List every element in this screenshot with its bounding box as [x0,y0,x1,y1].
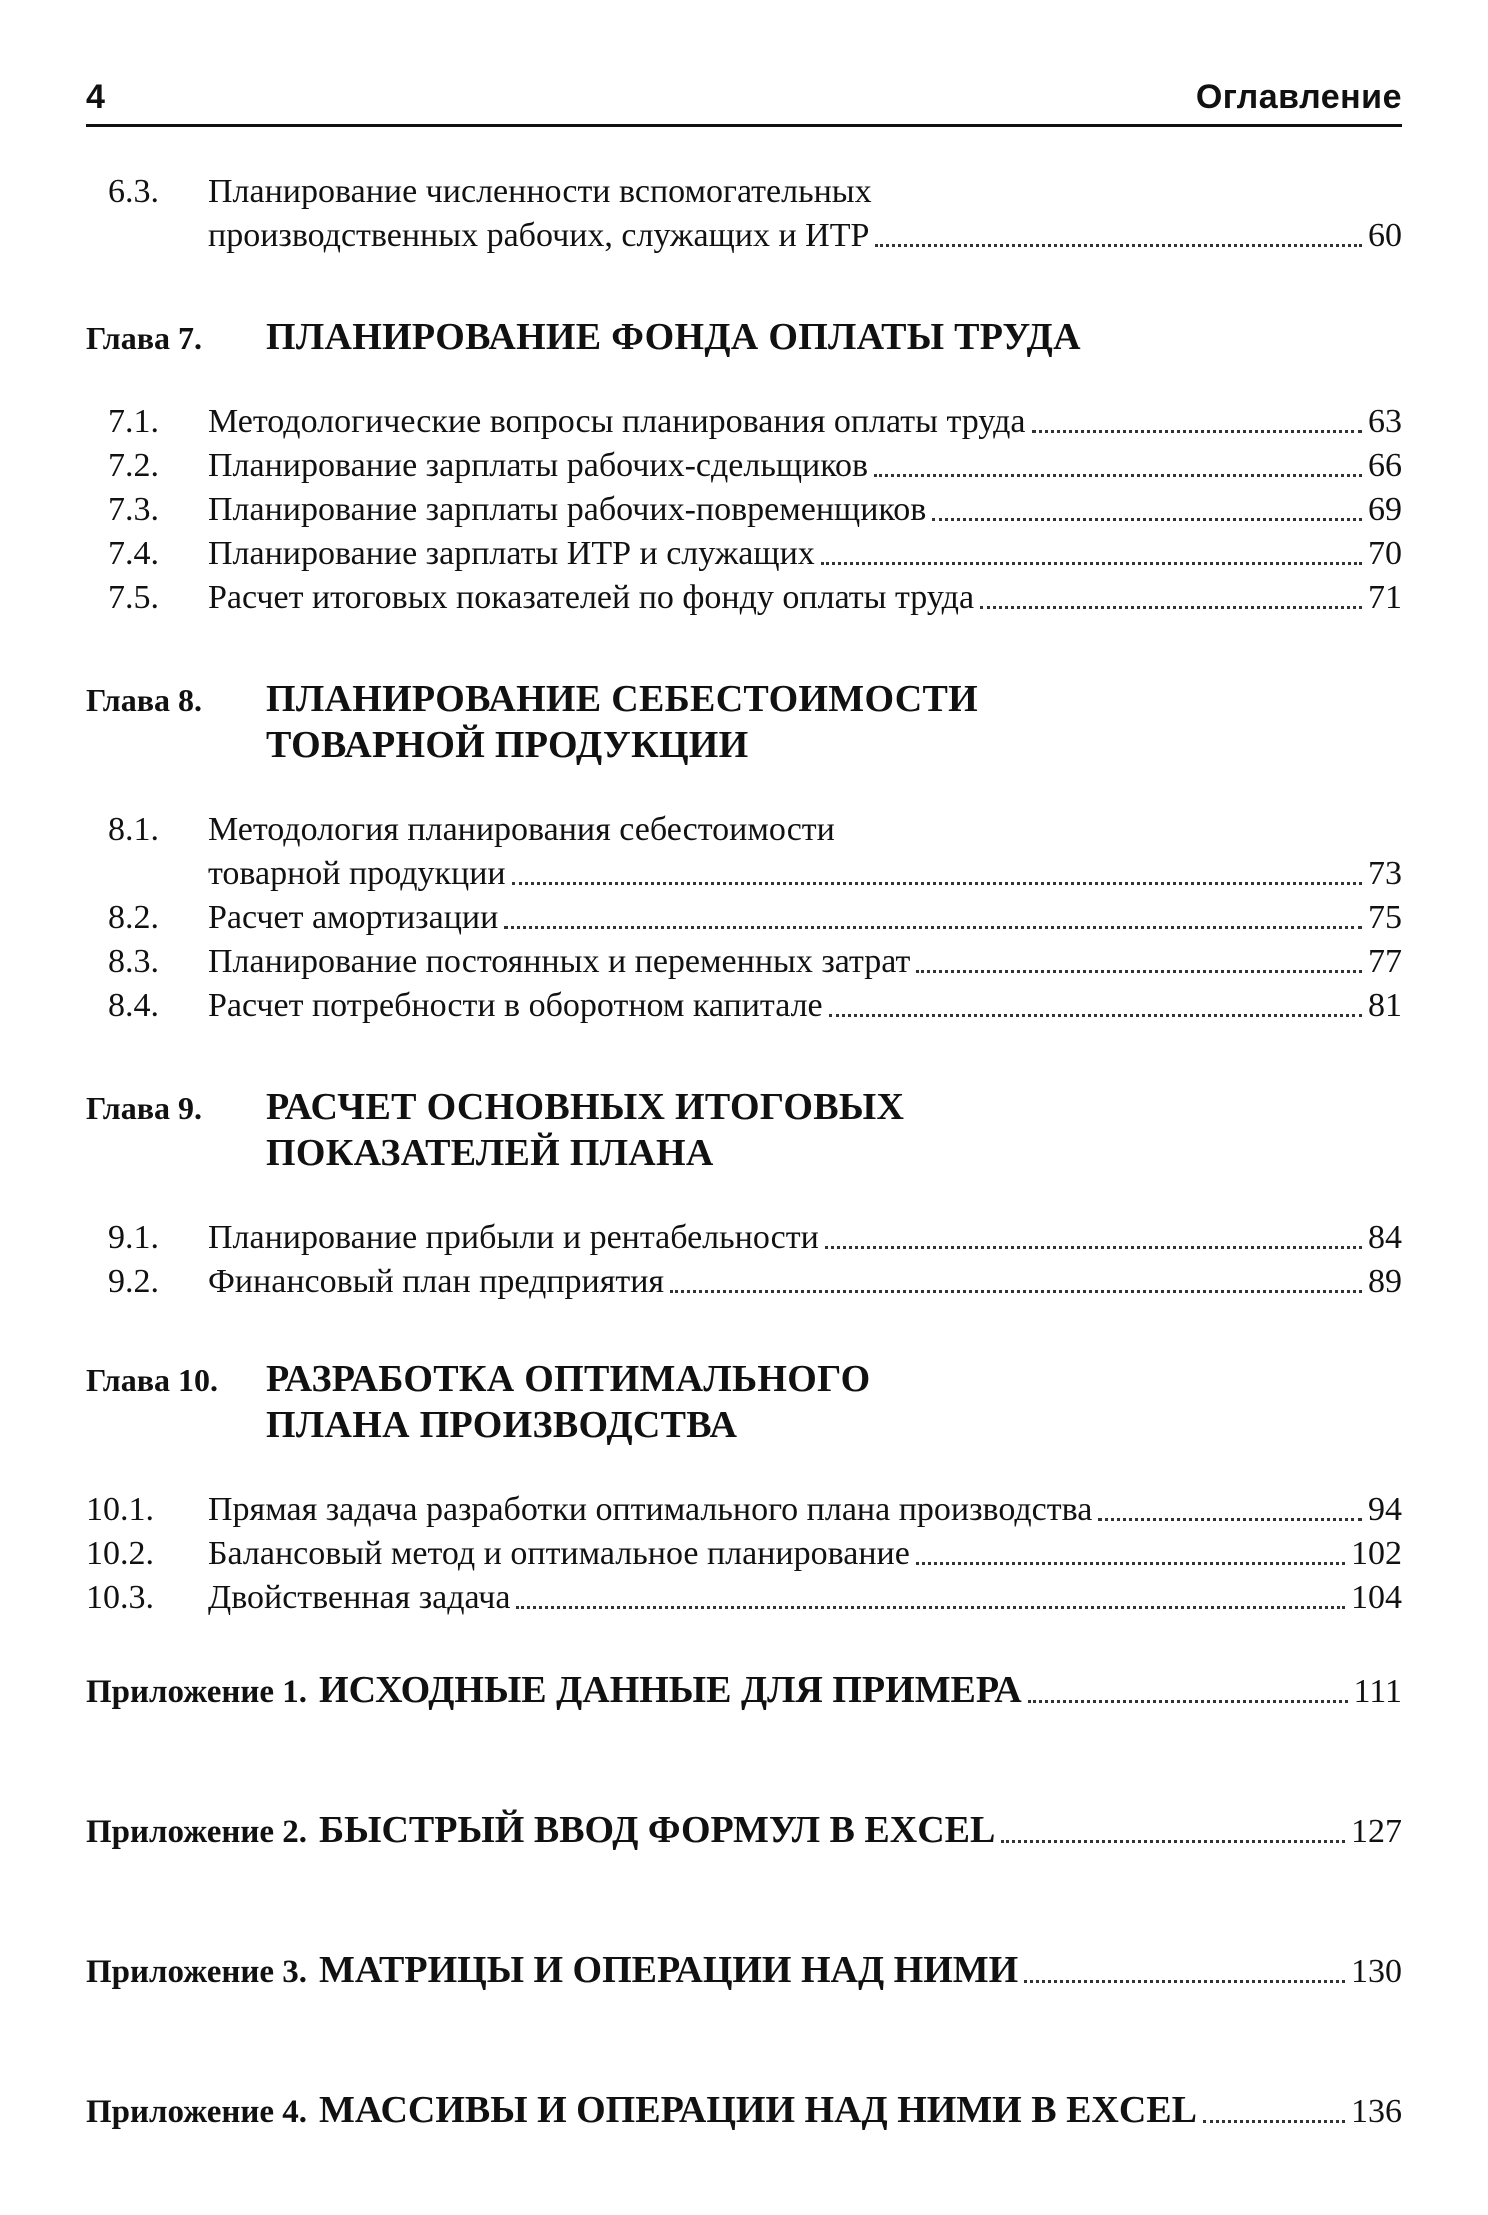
chapter-9-title-line2[interactable]: ПОКАЗАТЕЛЕЙ ПЛАНА [266,1132,714,1174]
entry-number: 8.2. [108,899,159,936]
entry-page-number: 104 [1351,1579,1402,1616]
dot-leader [932,517,1362,521]
dot-leader [916,969,1362,973]
entry-number: 7.4. [108,535,159,572]
entry-number: 8.3. [108,943,159,980]
toc-entry-9-1[interactable] [86,1218,1402,1258]
entry-number: 8.1. [108,811,159,848]
toc-entry-7-2[interactable] [86,446,1402,486]
toc-entry-8-1[interactable] [86,854,1402,894]
entry-title: Прямая задача разработки оптимального плана производства [208,1491,1093,1528]
appendix-title: БЫСТРЫЙ ВВОД ФОРМУЛ В EXCEL [319,1809,996,1851]
chapter-9-title-line1[interactable]: РАСЧЕТ ОСНОВНЫХ ИТОГОВЫХ [266,1086,905,1128]
dot-leader [504,925,1362,929]
running-title: Оглавление [1195,78,1402,116]
entry-number: 9.1. [108,1219,159,1256]
toc-entry-6-3-line1: Планирование численности вспомогательных [208,173,872,210]
entry-number: 10.3. [86,1579,154,1616]
chapter-9-label: Глава 9. [86,1090,202,1126]
entry-title: Планирование зарплаты рабочих-повременщиков [208,491,927,528]
entry-number: 7.3. [108,491,159,528]
entry-number: 7.1. [108,403,159,440]
entry-number: 10.2. [86,1535,154,1572]
chapter-10-title-line2[interactable]: ПЛАНА ПРОИЗВОДСТВА [266,1404,738,1446]
dot-leader [1098,1517,1362,1521]
entry-page-number: 84 [1368,1219,1402,1256]
entry-title: производственных рабочих, служащих и ИТР [208,217,870,254]
entry-title: Расчет амортизации [208,899,499,936]
appendix-label: Приложение 1. [86,1674,308,1710]
dot-leader [829,1013,1362,1017]
toc-entry-10-1[interactable] [86,1490,1402,1530]
entry-title: Расчет потребности в оборотном капитале [208,987,823,1024]
toc-entry-10-3[interactable] [86,1578,1402,1618]
entry-page-number: 73 [1368,855,1402,892]
toc-entry-8-1-number-row [86,810,1402,850]
appendix-title: МАССИВЫ И ОПЕРАЦИИ НАД НИМИ В EXCEL [319,2089,1197,2131]
appendix-label: Приложение 2. [86,1814,308,1850]
entry-page-number: 75 [1368,899,1402,936]
toc-entry-8-1-line1: Методология планирования себестоимости [208,811,835,848]
toc-entry-10-2[interactable] [86,1534,1402,1574]
appendix-page-number: 136 [1351,2093,1402,2130]
entry-title: Расчет итоговых показателей по фонду оплаты труда [208,579,975,616]
toc-entry-8-4[interactable] [86,986,1402,1026]
page-number: 4 [86,78,105,116]
dot-leader [874,473,1362,477]
toc-entry-8-3[interactable] [86,942,1402,982]
chapter-7-label: Глава 7. [86,320,202,356]
appendix-title: ИСХОДНЫЕ ДАННЫЕ ДЛЯ ПРИМЕРА [319,1669,1022,1711]
toc-appendix-3[interactable] [86,1946,1402,1994]
toc-entry-7-5[interactable] [86,578,1402,618]
dot-leader [875,243,1362,247]
entry-title: товарной продукции [208,855,506,892]
entry-page-number: 102 [1351,1535,1402,1572]
entry-title: Планирование зарплаты рабочих-сдельщиков [208,447,869,484]
entry-title: Планирование постоянных и переменных затрат [208,943,911,980]
entry-page-number: 71 [1368,579,1402,616]
toc-appendix-4[interactable] [86,2086,1402,2134]
appendix-label: Приложение 4. [86,2094,308,2130]
toc-entry-7-3[interactable] [86,490,1402,530]
toc-entry-7-4[interactable] [86,534,1402,574]
appendix-page-number: 130 [1351,1953,1402,1990]
toc-entry-8-2[interactable] [86,898,1402,938]
dot-leader [1028,1699,1348,1703]
page-header [86,78,1402,127]
entry-page-number: 81 [1368,987,1402,1024]
dot-leader [1203,2119,1345,2123]
entry-number: 8.4. [108,987,159,1024]
chapter-10-title-line1[interactable]: РАЗРАБОТКА ОПТИМАЛЬНОГО [266,1358,871,1400]
chapter-8-title-line1[interactable]: ПЛАНИРОВАНИЕ СЕБЕСТОИМОСТИ [266,678,979,720]
dot-leader [1032,429,1362,433]
entry-number: 6.3. [108,173,159,210]
dot-leader [916,1561,1345,1565]
entry-title: Финансовый план предприятия [208,1263,665,1300]
entry-number: 7.5. [108,579,159,616]
appendix-page-number: 111 [1353,1673,1402,1710]
appendix-page-number: 127 [1351,1813,1402,1850]
dot-leader [825,1245,1362,1249]
entry-title: Планирование прибыли и рентабельности [208,1219,819,1256]
dot-leader [670,1289,1362,1293]
entry-page-number: 60 [1368,217,1402,254]
dot-leader [512,881,1362,885]
toc-appendix-1[interactable] [86,1666,1402,1714]
chapter-8-label: Глава 8. [86,682,202,718]
entry-page-number: 77 [1368,943,1402,980]
toc-appendix-2[interactable] [86,1806,1402,1854]
chapter-8-title-line2[interactable]: ТОВАРНОЙ ПРОДУКЦИИ [266,724,749,766]
entry-title: Планирование зарплаты ИТР и служащих [208,535,815,572]
entry-page-number: 94 [1368,1491,1402,1528]
chapter-7-title[interactable]: ПЛАНИРОВАНИЕ ФОНДА ОПЛАТЫ ТРУДА [266,316,1081,358]
entry-number: 10.1. [86,1491,154,1528]
chapter-10-label: Глава 10. [86,1362,218,1398]
toc-entry-7-1[interactable] [86,402,1402,442]
entry-page-number: 66 [1368,447,1402,484]
entry-page-number: 69 [1368,491,1402,528]
toc-entry-6-3-number-row [86,172,1402,212]
entry-number: 9.2. [108,1263,159,1300]
dot-leader [980,605,1362,609]
toc-entry-6-3[interactable] [86,216,1402,256]
entry-title: Методологические вопросы планирования оплаты труда [208,403,1026,440]
entry-title: Балансовый метод и оптимальное планирование [208,1535,910,1572]
appendix-label: Приложение 3. [86,1954,308,1990]
entry-title: Двойственная задача [208,1579,511,1616]
dot-leader [821,561,1362,565]
entry-page-number: 70 [1368,535,1402,572]
appendix-title: МАТРИЦЫ И ОПЕРАЦИИ НАД НИМИ [319,1949,1019,1991]
toc-entry-9-2[interactable] [86,1262,1402,1302]
dot-leader [516,1605,1345,1609]
entry-page-number: 63 [1368,403,1402,440]
entry-number: 7.2. [108,447,159,484]
dot-leader [1001,1839,1345,1843]
dot-leader [1024,1979,1345,1983]
entry-page-number: 89 [1368,1263,1402,1300]
